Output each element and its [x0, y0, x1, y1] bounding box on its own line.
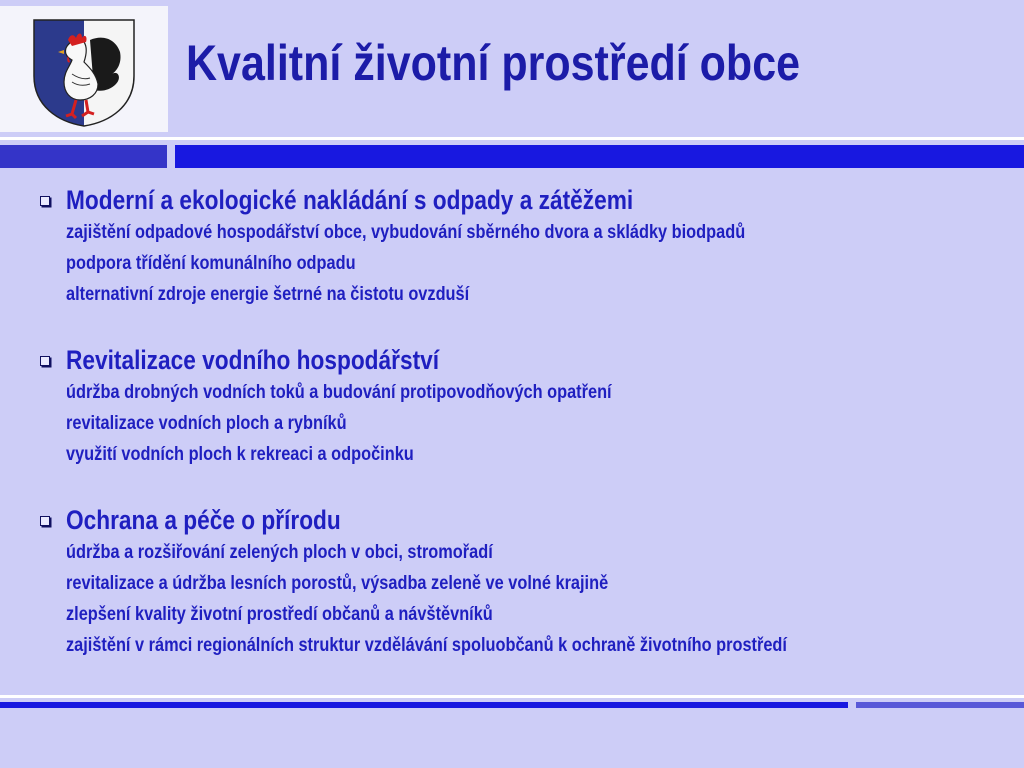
bottom-rule-right-block — [856, 702, 1024, 708]
section-water — [40, 343, 1010, 470]
list-item: alternativní zdroje energie šetrné na čistotu ovzduší — [66, 284, 470, 305]
list-item: podpora třídění komunálního odpadu — [66, 253, 356, 274]
list-item: zajištění odpadové hospodářství obce, vybudování sběrného dvora a skládky biodpadů — [66, 222, 746, 243]
list-item: zajištění v rámci regionálních struktur vzdělávání spoluobčanů k ochraně životního prostředí — [66, 635, 787, 656]
list-item: využití vodních ploch k rekreaci a odpočinku — [66, 444, 414, 465]
section-heading: Revitalizace vodního hospodářství — [66, 345, 440, 375]
list-item: údržba drobných vodních toků a budování protipovodňových opatření — [66, 382, 612, 403]
list-item: zlepšení kvality životní prostředí občanů a návštěvníků — [66, 604, 493, 625]
bullet-icon — [40, 196, 50, 206]
top-rule-right-block — [175, 145, 1024, 168]
logo-container — [0, 6, 168, 132]
coat-of-arms-icon — [32, 18, 136, 128]
top-rule-thin — [0, 137, 1024, 140]
section-heading: Moderní a ekologické nakládání s odpady a zátěžemi — [66, 185, 634, 215]
bottom-rule-left-block — [0, 702, 848, 708]
list-item: údržba a rozšiřování zelených ploch v obci, stromořadí — [66, 542, 493, 563]
content-area — [40, 183, 1010, 661]
top-rule-left-block — [0, 145, 167, 168]
list-item: revitalizace vodních ploch a rybníků — [66, 413, 347, 434]
section-heading: Ochrana a péče o přírodu — [66, 505, 341, 535]
section-waste — [40, 183, 1010, 310]
section-nature — [40, 503, 1010, 661]
bottom-rule-thin — [0, 695, 1024, 698]
bullet-icon — [40, 516, 50, 526]
bullet-icon — [40, 356, 50, 366]
list-item: revitalizace a údržba lesních porostů, výsadba zeleně ve volné krajině — [66, 573, 609, 594]
page-title: Kvalitní životní prostředí obce — [186, 35, 801, 91]
